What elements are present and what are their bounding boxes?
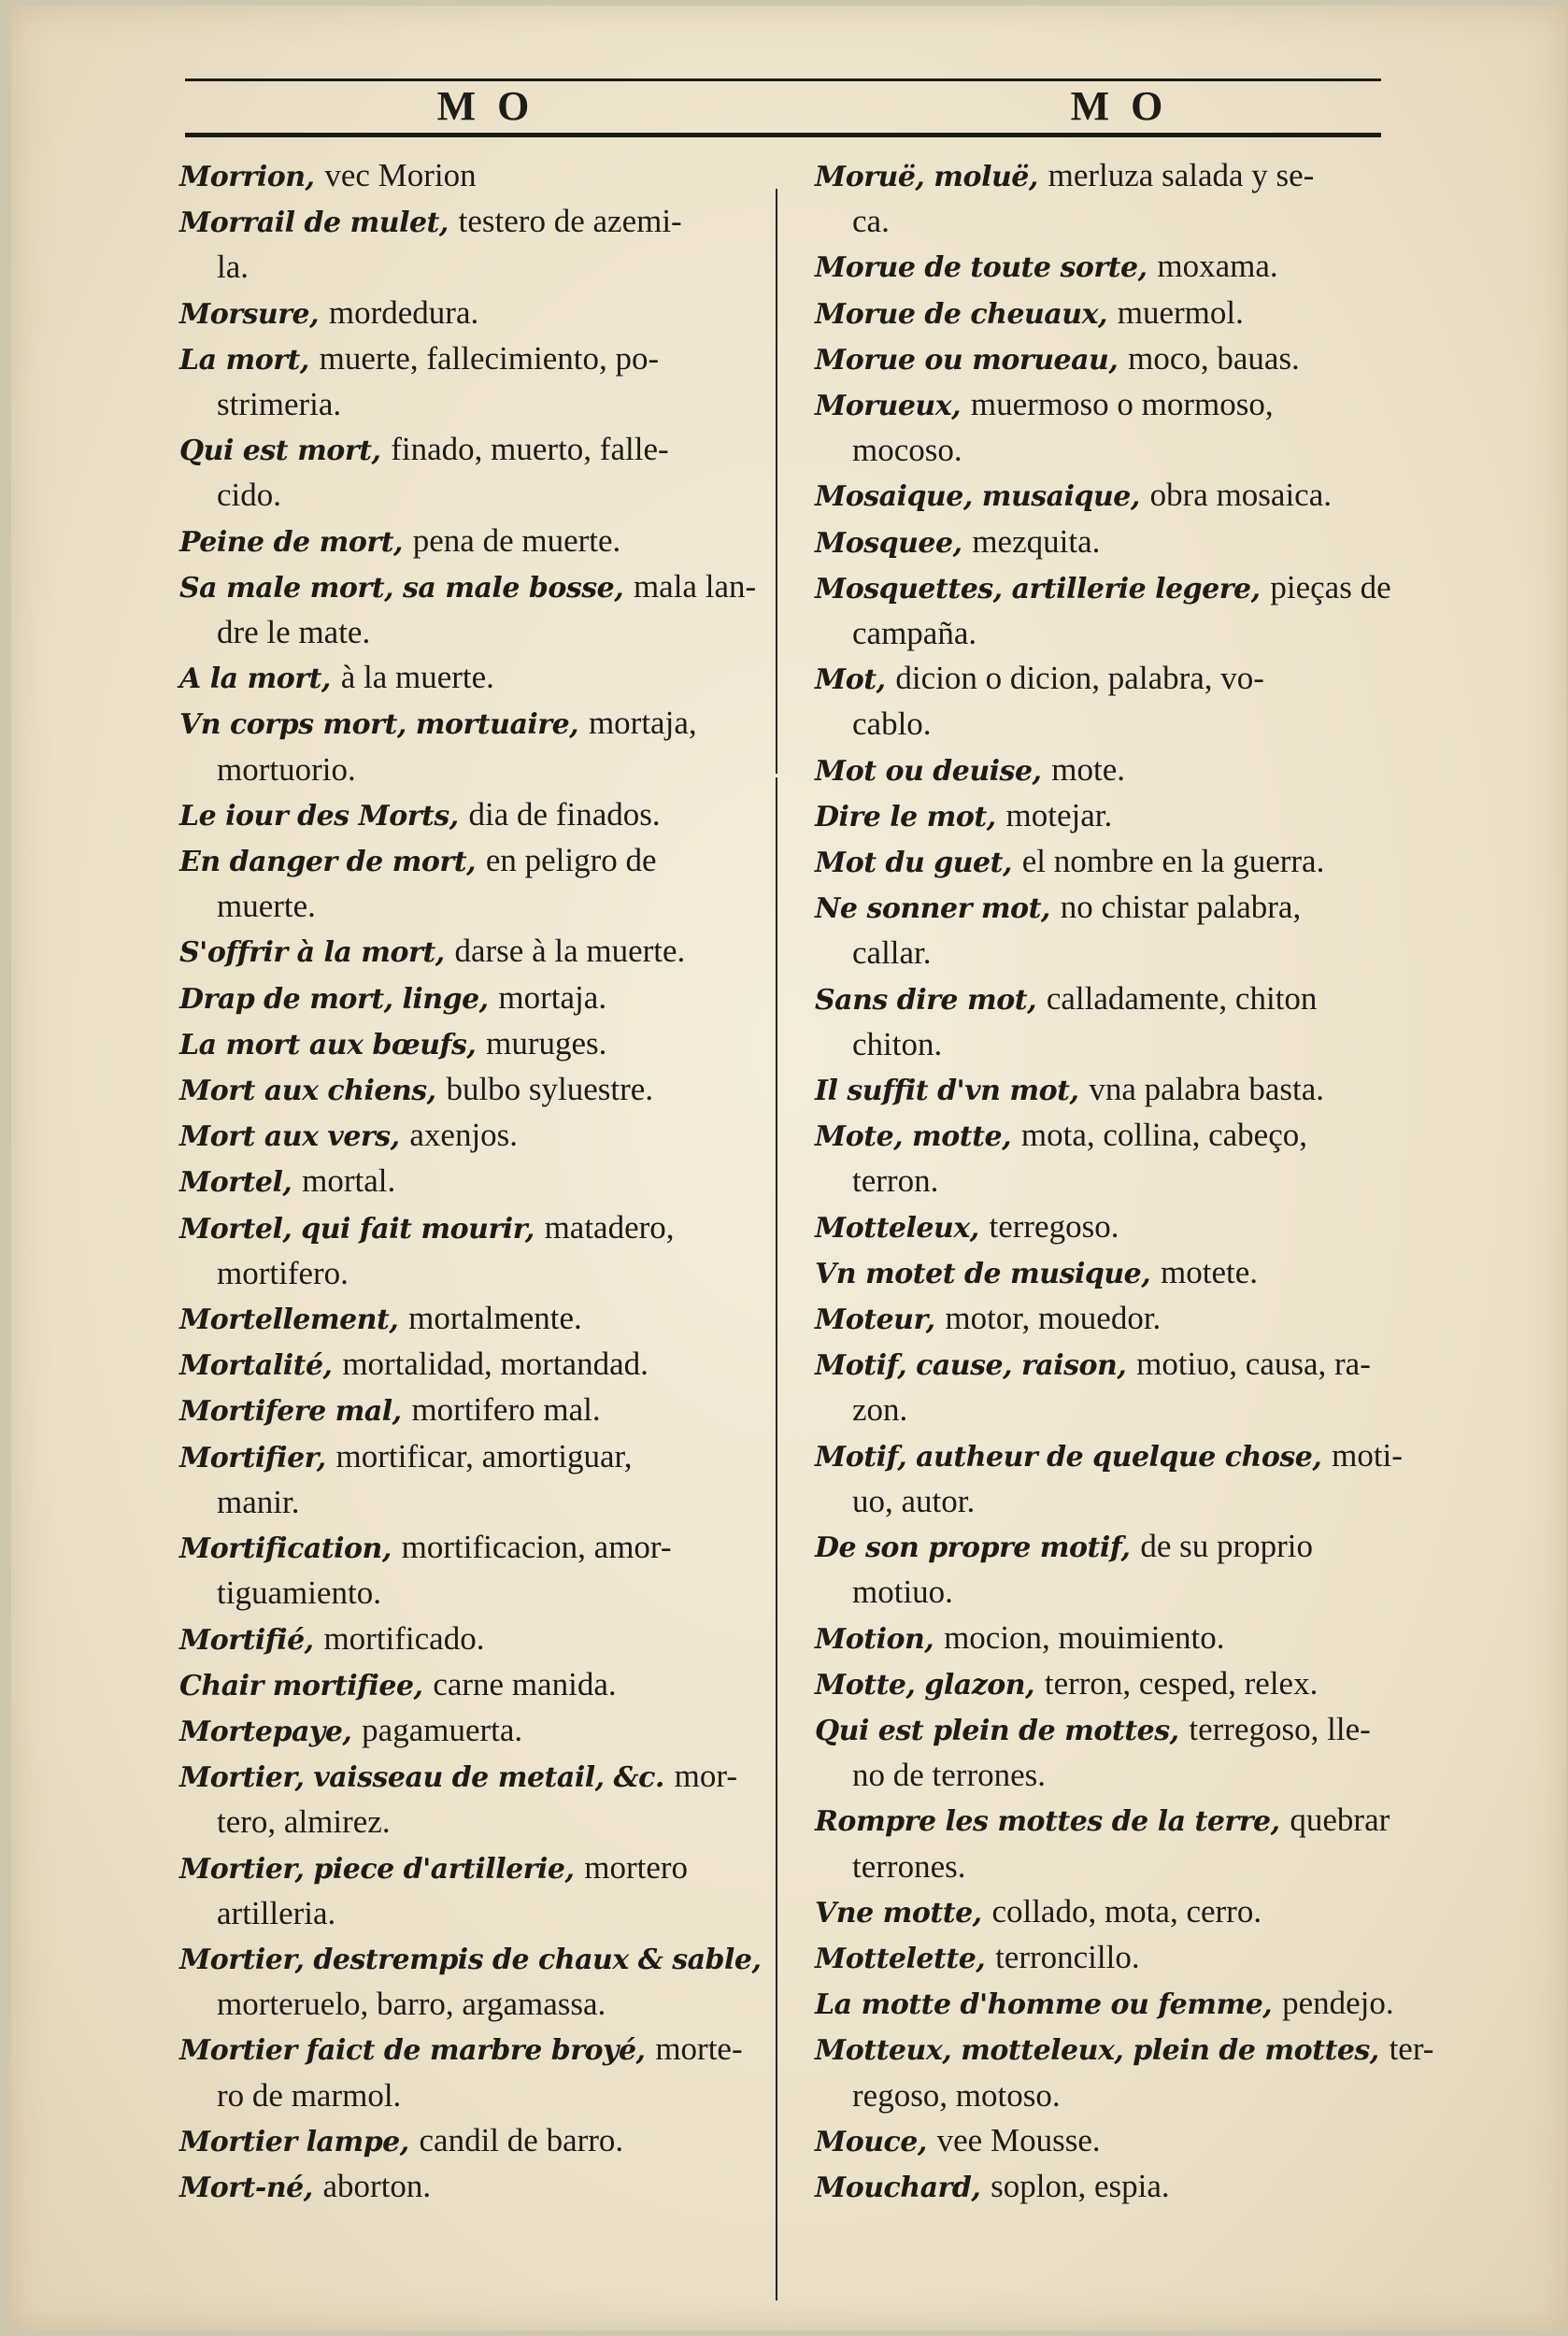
entry-continuation: mortifero. [217,1254,349,1291]
entry-headword: Qui est mort, [179,434,381,468]
dictionary-entry [815,520,1405,565]
dictionary-entry [179,153,770,199]
entry-translation: muruges. [486,1024,607,1061]
dictionary-entry [815,748,1405,793]
dictionary-entry [179,427,770,518]
entry-translation: mortificar, amortiguar, [335,1437,633,1474]
entry-continuation: campaña. [852,615,977,652]
entry-headword: Mortellement, [179,1303,399,1337]
dictionary-entry [815,839,1405,885]
entry-translation: de su proprio [1140,1528,1314,1565]
entry-headword: Mortier faict de marbre broyé, [179,2034,646,2068]
entry-continuation: terron. [852,1162,939,1200]
entry-headword: Mortel, [179,1166,292,1200]
entry-headword: Mosquee, [815,526,962,560]
entry-translation: soplon, espia. [991,2167,1170,2204]
entry-headword: Morueux, [815,390,962,423]
entry-continuation: dre le mate. [217,614,371,651]
entry-continuation: regoso, motoso. [852,2076,1061,2114]
entry-translation: finado, muerto, falle- [391,431,669,468]
entry-translation: terregoso. [989,1207,1119,1245]
entry-headword: Mortifere mal, [179,1395,402,1429]
dictionary-entry [815,1524,1405,1615]
dictionary-entry [179,564,770,655]
entry-translation: dicion o dicion, palabra, vo- [895,660,1264,697]
entry-headword: Il suffit d'vn mot, [815,1075,1079,1108]
entry-continuation: tiguamiento. [217,1574,381,1612]
dictionary-entry [179,1113,770,1159]
entry-headword: Morrail de mulet, [179,207,449,240]
dictionary-entry [179,1617,770,1662]
entry-translation: mote. [1051,750,1126,788]
entry-translation: motete. [1161,1253,1259,1290]
dictionary-entry [815,2164,1405,2210]
entry-headword: Mortepaye, [179,1715,352,1748]
dictionary-entry [179,792,770,838]
dictionary-entry [815,656,1405,747]
entry-translation: axenjos. [409,1117,519,1154]
entry-translation: pieças de [1270,568,1391,605]
entry-headword: Vn motet de musique, [815,1257,1151,1290]
entry-headword: Mote, motte, [815,1120,1012,1154]
entry-headword: La mort aux bœufs, [179,1028,477,1061]
dictionary-entry [179,1205,770,1296]
entry-translation: pena de muerte. [412,521,621,559]
entry-headword: Mortier lampe, [179,2125,409,2158]
right-column [815,153,1434,2210]
entry-headword: Rompre les mottes de la terre, [815,1805,1280,1839]
dictionary-entry [179,1936,770,2027]
entry-translation: merluza salada y se- [1048,157,1315,193]
entry-continuation: manir. [217,1483,300,1520]
entry-translation: muerte, fallecimiento, po- [319,339,660,377]
dictionary-entry [179,655,770,701]
entry-translation: mortificado. [323,1619,485,1657]
entry-headword: Mort aux chiens, [179,1075,436,1108]
entry-headword: Mottelette, [815,1942,986,1975]
column-divider [776,777,777,2300]
entry-translation: bulbo syluestre. [446,1071,654,1108]
dictionary-entry [815,1707,1405,1798]
dictionary-entry [179,976,770,1021]
entry-continuation: zon. [852,1391,908,1429]
entry-headword: Morue de cheuaux, [815,297,1107,331]
entry-headword: S'offrir à la mort, [179,936,445,970]
entry-translation: terregoso, lle- [1189,1710,1371,1747]
entry-headword: Mortel, qui fait mourir, [179,1212,535,1246]
entry-translation: motiuo, causa, ra- [1136,1346,1371,1383]
dictionary-entry [815,336,1405,382]
entry-headword: Mot du guet, [815,847,1012,880]
dictionary-entry [815,382,1405,473]
entry-headword: Chair mortifiee, [179,1669,423,1702]
dictionary-entry [179,1662,770,1708]
entry-headword: Mortifier, [179,1441,326,1474]
entry-headword: Morue de toute sorte, [815,251,1147,285]
entry-headword: Morrion, [179,161,315,193]
dictionary-entry [815,1616,1405,1661]
entry-headword: A la mort, [179,662,331,696]
entry-headword: Mouchard, [815,2171,981,2204]
dictionary-entry [815,1250,1405,1296]
entry-continuation: no de terrones. [852,1757,1047,1794]
dictionary-entry [179,1525,770,1616]
entry-continuation: motiuo. [852,1574,953,1611]
dictionary-entry [179,519,770,564]
entry-continuation: mortuorio. [217,750,356,788]
dictionary-entry [815,793,1405,839]
entry-headword: Morsure, [179,297,320,331]
entry-translation: candil de barro. [419,2121,624,2158]
entry-translation: testero de azemi- [458,203,682,240]
entry-translation: motor, mouedor. [945,1300,1162,1337]
entry-headword: Mort-né, [179,2171,313,2204]
entry-headword: Mot, [815,663,886,697]
entry-translation: pendejo. [1282,1985,1394,2022]
dictionary-entry [815,244,1405,290]
entry-translation: mortal. [302,1162,396,1200]
entry-headword: Mouce, [815,2125,927,2158]
entry-continuation: tero, almirez. [217,1803,391,1841]
entry-headword: Mortalité, [179,1349,333,1383]
entry-translation: obra mosaica. [1149,477,1332,514]
entry-translation: muermol. [1117,293,1244,331]
entry-translation: mor- [674,1758,737,1795]
dictionary-entry [815,885,1405,976]
entry-translation: à la muerte. [340,659,494,696]
entry-translation: el nombre en la guerra. [1021,843,1325,880]
dictionary-entry [179,1342,770,1388]
entry-translation: mala lan- [633,567,757,605]
entry-translation: carne manida. [433,1665,617,1702]
entry-translation: dia de finados. [468,795,661,833]
entry-translation: moti- [1332,1436,1403,1474]
entry-headword: Drap de mort, linge, [179,982,489,1016]
entry-continuation: terrones. [852,1847,966,1885]
entry-headword: Vne motte, [815,1896,982,1930]
dictionary-entry [815,1798,1405,1888]
entry-translation: moxama. [1157,248,1278,285]
entry-continuation: chiton. [852,1025,943,1062]
dictionary-entry [815,1889,1405,1935]
entry-headword: Peine de mort, [179,525,403,559]
dictionary-entry [815,565,1405,656]
entry-continuation: muerte. [217,888,316,925]
dictionary-entry [815,1935,1405,1981]
entry-headword: Moruë, moluë, [815,161,1038,193]
entry-translation: mocion, mouimiento. [944,1618,1225,1656]
entry-translation: en peligro de [485,842,657,879]
dictionary-entry [179,199,770,290]
entry-continuation: cido. [217,477,282,514]
entry-headword: Moteur, [815,1303,935,1337]
entry-translation: terron, cesped, relex. [1044,1664,1319,1702]
entry-headword: Morue ou morueau, [815,343,1119,377]
left-column [179,153,770,2210]
entry-translation: aborton. [322,2167,432,2204]
dictionary-entry [815,1661,1405,1707]
entry-translation: muermoso o mormoso, [970,386,1274,423]
dictionary-entry [815,1981,1405,2027]
entry-translation: mordedura. [328,293,479,331]
entry-headword: Mortification, [179,1532,392,1566]
entry-headword: Sa male mort, sa male bosse, [179,571,624,605]
entry-continuation: ca. [852,203,890,240]
entry-continuation: la. [217,249,249,286]
entry-headword: Motif, cause, raison, [815,1349,1127,1383]
entry-headword: Dire le mot, [815,800,996,833]
entry-translation: vee Mousse. [936,2121,1101,2158]
top-rule [185,78,1381,81]
dictionary-entry [179,1845,770,1936]
dictionary-entry [179,336,770,427]
entry-translation: mortalidad, mortandad. [342,1346,649,1383]
entry-translation: morte- [655,2030,743,2068]
entry-headword: Motteux, motteleux, plein de mottes, [815,2034,1379,2068]
entry-headword: Motte, glazon, [815,1668,1035,1702]
dictionary-entry [815,2027,1434,2117]
entry-translation: moco, bauas. [1128,339,1300,377]
dictionary-entry [815,153,1405,244]
entry-headword: Mortier, vaisseau de metail, &c. [179,1761,664,1795]
entry-headword: Mosaique, musaique, [815,480,1140,514]
dictionary-entry [815,1342,1405,1432]
dictionary-entry [179,291,770,336]
dictionary-entry [815,473,1405,519]
entry-translation: mortifero mal. [411,1391,601,1429]
dictionary-entry [179,1388,770,1433]
entry-headword: Mortier, destrempis de chaux & sable, [179,1943,762,1976]
entry-translation: mortaja. [498,978,607,1016]
entry-translation: calladamente, chiton [1046,979,1318,1017]
running-head-left: M O [436,83,535,129]
dictionary-entry [179,2164,770,2210]
book-page [11,6,1566,2330]
entry-headword: La motte d'homme ou femme, [815,1988,1273,2022]
dictionary-entry [179,1021,770,1067]
entry-continuation: morteruelo, barro, argamassa. [217,1986,606,2023]
entry-headword: Motif, autheur de quelque chose, [815,1440,1322,1474]
dictionary-entry [179,838,770,929]
entry-translation: ter- [1389,2030,1434,2068]
entry-headword: Mosquettes, artillerie legere, [815,572,1261,605]
entry-translation: quebrar [1290,1802,1390,1839]
header-rule [185,133,1381,137]
entry-headword: Mot ou deuise, [815,754,1042,788]
entry-headword: Mort aux vers, [179,1120,400,1154]
column-divider [776,189,777,774]
entry-headword: Le iour des Morts, [179,799,459,833]
entry-translation: mezquita. [972,522,1101,560]
entry-translation: pagamuerta. [362,1711,523,1748]
entry-continuation: cablo. [852,705,932,743]
dictionary-entry [179,1296,770,1342]
entry-translation: mortaja, [588,705,697,742]
entry-headword: La mort, [179,343,309,377]
dictionary-entry [815,1296,1405,1342]
dictionary-entry [179,1754,770,1845]
dictionary-entry [815,2118,1405,2164]
dictionary-entry [815,1113,1405,1204]
dictionary-entry [179,1708,770,1754]
entry-continuation: callar. [852,934,932,972]
entry-headword: Motion, [815,1622,934,1656]
dictionary-entry [179,1434,770,1525]
entry-translation: matadero, [544,1208,675,1246]
entry-headword: Qui est plein de mottes, [815,1714,1179,1747]
running-head-right: M O [1070,83,1169,129]
dictionary-entry [179,701,770,791]
entry-translation: mortificacion, amor- [401,1529,672,1566]
entry-headword: Mortifié, [179,1623,314,1657]
entry-translation: darse à la muerte. [454,933,686,970]
entry-headword: Vn corps mort, mortuaire, [179,708,579,742]
entry-translation: vna palabra basta. [1089,1071,1324,1108]
dictionary-entry [815,291,1405,336]
dictionary-entry [815,1067,1405,1113]
entry-continuation: mocoso. [852,432,962,469]
entry-translation: mota, collina, cabeço, [1020,1117,1307,1154]
entry-continuation: uo, autor. [852,1482,976,1519]
entry-headword: En danger de mort, [179,846,477,879]
dictionary-entry [815,1433,1405,1524]
dictionary-entry [179,1159,770,1204]
entry-translation: mortalmente. [408,1300,582,1337]
entry-translation: collado, mota, cerro. [991,1892,1262,1930]
entry-translation: no chistar palabra, [1060,889,1302,926]
entry-headword: Mortier, piece d'artillerie, [179,1852,575,1886]
dictionary-entry [179,929,770,975]
entry-translation: mortero [584,1848,689,1886]
dictionary-entry [179,2118,770,2164]
entry-headword: Ne sonner mot, [815,892,1050,926]
entry-headword: Motteleux, [815,1211,979,1245]
dictionary-entry [815,1204,1405,1250]
entry-headword: Sans dire mot, [815,983,1037,1017]
dictionary-entry [179,2027,770,2117]
dictionary-entry [815,976,1405,1067]
entry-translation: motejar. [1005,796,1113,833]
entry-headword: De son propre motif, [815,1531,1131,1565]
entry-continuation: strimeria. [217,386,342,423]
dictionary-entry [179,1067,770,1113]
entry-continuation: ro de marmol. [217,2076,402,2114]
entry-translation: vec Morion [324,157,477,193]
entry-translation: terroncillo. [995,1938,1140,1975]
entry-continuation: artilleria. [217,1894,336,1931]
